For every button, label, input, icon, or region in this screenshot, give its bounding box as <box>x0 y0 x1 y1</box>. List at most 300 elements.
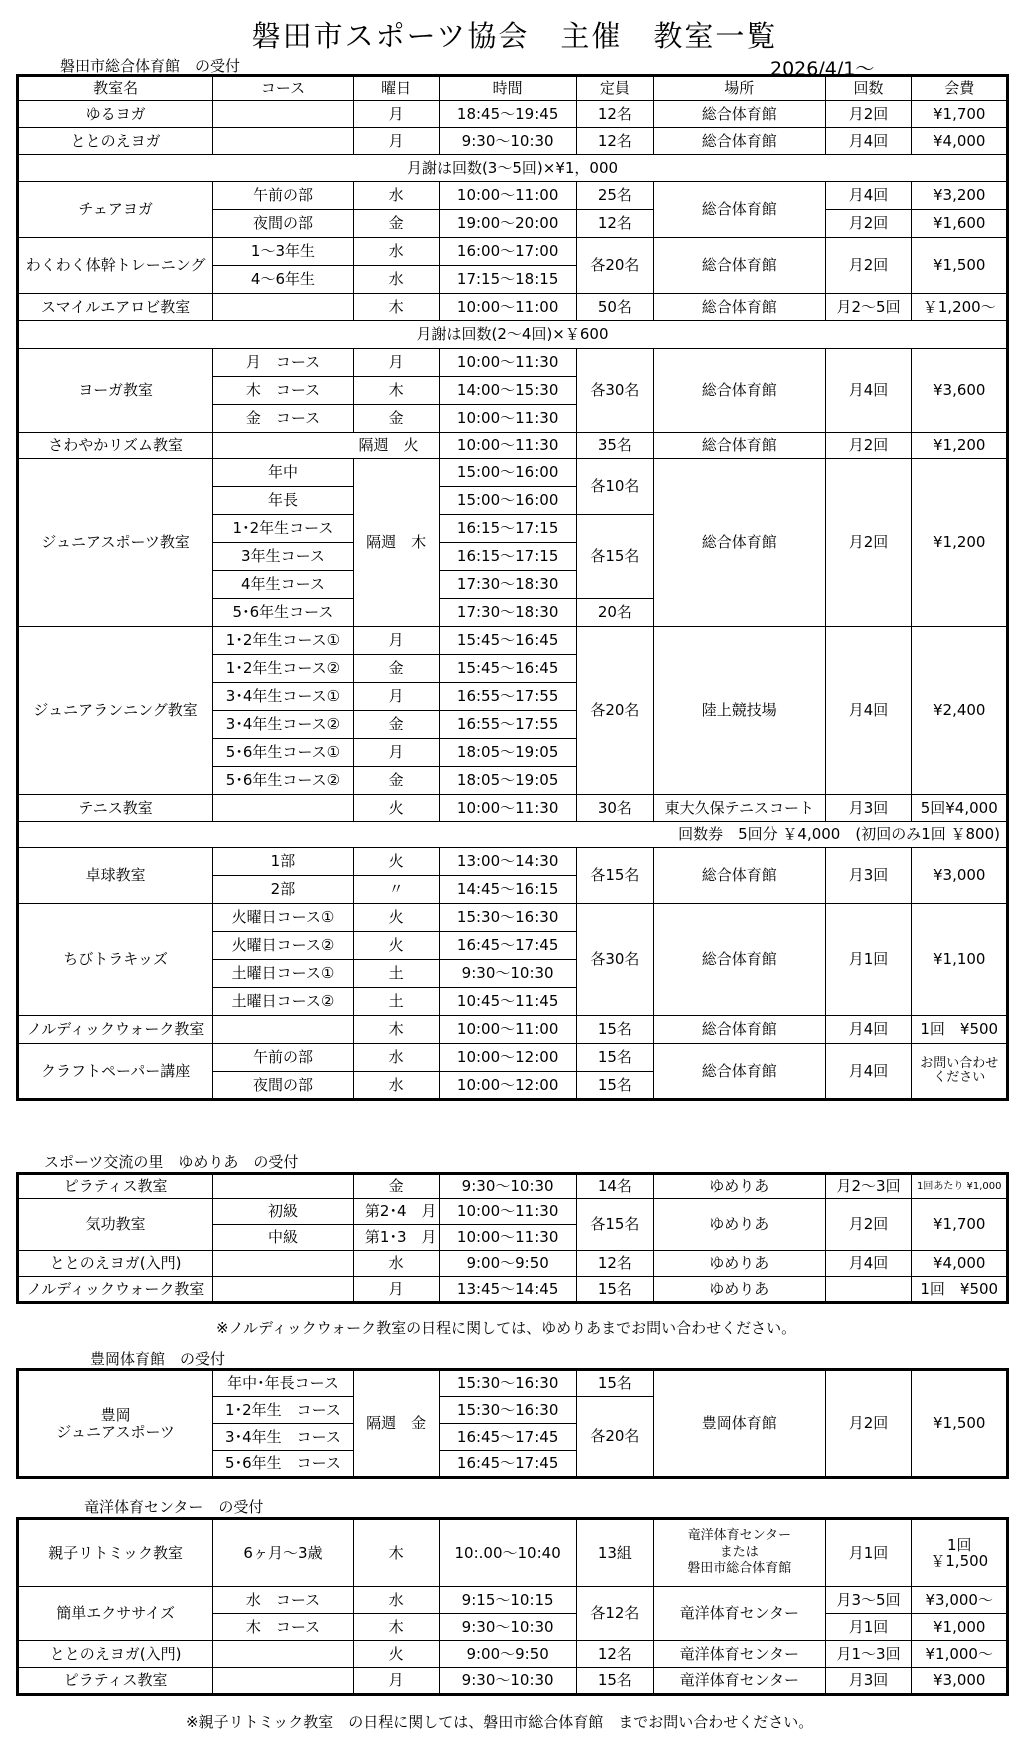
day-cell: 土 <box>353 960 439 988</box>
course-cell <box>213 294 354 321</box>
class-name: ピラティス教室 <box>18 1174 213 1199</box>
class-name: 簡単エクササイズ <box>18 1587 213 1641</box>
place-line2: または <box>719 1544 759 1560</box>
capacity-cell: 15名 <box>576 1277 653 1303</box>
class-name: ととのえヨガ(入門) <box>18 1641 213 1668</box>
time-cell: 10:00～11:30 <box>439 405 576 433</box>
course-cell: 1･2年生コース① <box>213 627 354 655</box>
fee-cell <box>912 1519 1008 1587</box>
note-row <box>18 321 1008 349</box>
time-cell: 10:.00～10:40 <box>439 1519 576 1587</box>
class-name: ゆるヨガ <box>18 101 213 128</box>
count-cell: 月2回 <box>825 1370 912 1478</box>
day-cell: 金 <box>353 655 439 683</box>
course-cell <box>213 128 354 155</box>
note-row <box>18 822 1008 848</box>
venue-label-ryuyo: 竜洋体育センター の受付 <box>84 1498 264 1516</box>
course-cell <box>213 1251 354 1277</box>
capacity-cell: 12名 <box>576 1641 653 1668</box>
class-name-line1: 豊岡 <box>100 1406 131 1424</box>
fee-cell: ¥3,200 <box>912 182 1008 210</box>
time-cell: 18:05～19:05 <box>439 739 576 767</box>
capacity-cell: 15名 <box>576 1044 653 1072</box>
day-cell: 水 <box>353 1044 439 1072</box>
venue-label-yumeria: スポーツ交流の里 ゆめりあ の受付 <box>44 1153 299 1171</box>
fee-cell: ¥1,500 <box>912 238 1008 294</box>
time-cell: 13:45～14:45 <box>439 1277 576 1303</box>
place-cell: 総合体育館 <box>654 848 826 904</box>
day-cell: 月 <box>353 683 439 711</box>
day-cell: 金 <box>353 210 439 238</box>
course-cell <box>213 795 354 822</box>
class-name: クラフトペーパー講座 <box>18 1044 213 1100</box>
course-cell: 年中 <box>213 459 354 487</box>
fee-cell: ¥1,700 <box>912 1199 1008 1251</box>
fee-cell: ¥3,600 <box>912 349 1008 433</box>
fee-line2: ￥1,500 <box>930 1552 989 1570</box>
day-cell: 土 <box>353 988 439 1016</box>
count-cell: 月3回 <box>825 795 912 822</box>
count-cell: 月1回 <box>825 1519 912 1587</box>
course-cell: 3･4年生コース② <box>213 711 354 739</box>
class-name: ノルディックウォーク教室 <box>18 1277 213 1303</box>
capacity-cell: 15名 <box>576 1016 653 1044</box>
day-cell: 木 <box>353 377 439 405</box>
class-name: さわやかリズム教室 <box>18 433 213 459</box>
class-name-line2: ジュニアスポーツ <box>56 1422 175 1441</box>
time-cell: 9:15～10:15 <box>439 1587 576 1614</box>
course-cell: 1･2年生コース <box>213 515 354 543</box>
toyooka-class-table <box>16 1368 1009 1479</box>
day-cell: 木 <box>353 1614 439 1641</box>
header-capacity: 定員 <box>576 76 653 101</box>
capacity-cell: 12名 <box>576 1251 653 1277</box>
yumeria-class-table <box>16 1172 1009 1304</box>
count-cell: 月2回 <box>825 101 912 128</box>
header-place: 場所 <box>654 76 826 101</box>
capacity-cell: 25名 <box>576 182 653 210</box>
course-cell: 3年生コース <box>213 543 354 571</box>
table-row <box>18 1251 1008 1277</box>
class-name: 親子リトミック教室 <box>18 1519 213 1587</box>
time-cell: 15:45～16:45 <box>439 655 576 683</box>
count-cell: 月2回 <box>825 210 912 238</box>
table-row <box>18 349 1008 377</box>
table-row <box>18 182 1008 210</box>
day-cell: 金 <box>353 767 439 795</box>
course-cell <box>213 1277 354 1303</box>
day-cell: 水 <box>353 238 439 266</box>
capacity-cell: 15名 <box>576 1370 653 1397</box>
fee-cell: ¥1,500 <box>912 1370 1008 1478</box>
time-cell: 16:15～17:15 <box>439 515 576 543</box>
course-cell: 1･2年生コース② <box>213 655 354 683</box>
time-cell: 17:30～18:30 <box>439 571 576 599</box>
day-cell: 月 <box>353 128 439 155</box>
course-cell <box>213 1641 354 1668</box>
table-row <box>18 1016 1008 1044</box>
table-row <box>18 238 1008 266</box>
day-cell: 水 <box>353 1251 439 1277</box>
count-cell: 月4回 <box>825 349 912 433</box>
monthly-fee-note: 月謝は回数(2～4回)×￥600 <box>18 321 1008 349</box>
day-cell: 金 <box>353 711 439 739</box>
course-cell: 木 コース <box>213 377 354 405</box>
course-cell: 4～6年生 <box>213 266 354 294</box>
time-cell: 9:30～10:30 <box>439 1668 576 1695</box>
table-row <box>18 1044 1008 1072</box>
course-cell: 中級 <box>213 1225 354 1251</box>
table-row <box>18 904 1008 932</box>
effective-date: 2026/4/1～ <box>770 58 875 80</box>
table-row <box>18 1519 1008 1587</box>
place-cell: 総合体育館 <box>654 238 826 294</box>
day-cell: 隔週 火 <box>213 433 439 459</box>
day-cell: 木 <box>353 1016 439 1044</box>
count-cell: 月3回 <box>825 1668 912 1695</box>
day-cell: 木 <box>353 294 439 321</box>
ryuyo-class-table <box>16 1517 1009 1696</box>
capacity-cell: 各15名 <box>576 1199 653 1251</box>
day-cell: 隔週 金 <box>353 1370 439 1478</box>
count-cell: 月4回 <box>825 627 912 795</box>
count-cell: 月4回 <box>825 1251 912 1277</box>
day-cell: 火 <box>353 795 439 822</box>
course-cell: 年長 <box>213 487 354 515</box>
class-name: テニス教室 <box>18 795 213 822</box>
time-cell: 9:00～9:50 <box>439 1251 576 1277</box>
day-cell: 月 <box>353 1277 439 1303</box>
time-cell: 15:30～16:30 <box>439 1370 576 1397</box>
fee-cell: 1回 ¥500 <box>912 1016 1008 1044</box>
place-cell: 総合体育館 <box>654 904 826 1016</box>
class-name: ノルディックウォーク教室 <box>18 1016 213 1044</box>
capacity-cell: 各30名 <box>576 349 653 433</box>
class-name: わくわく体幹トレーニング <box>18 238 213 294</box>
time-cell: 9:30～10:30 <box>439 960 576 988</box>
time-cell: 15:00～16:00 <box>439 459 576 487</box>
time-cell: 19:00～20:00 <box>439 210 576 238</box>
place-cell: 豊岡体育館 <box>654 1370 826 1478</box>
header-row <box>18 76 1008 101</box>
table-row <box>18 1668 1008 1695</box>
time-cell: 18:45～19:45 <box>439 101 576 128</box>
course-cell: 土曜日コース① <box>213 960 354 988</box>
fee-cell: ¥1,000 <box>912 1614 1008 1641</box>
day-cell: 月 <box>353 1668 439 1695</box>
class-name: 卓球教室 <box>18 848 213 904</box>
capacity-cell: 13組 <box>576 1519 653 1587</box>
count-cell: 月2回 <box>825 1199 912 1251</box>
course-cell: 土曜日コース② <box>213 988 354 1016</box>
table-row <box>18 795 1008 822</box>
table-row <box>18 101 1008 128</box>
capacity-cell: 15名 <box>576 1668 653 1695</box>
fee-cell: ¥4,000 <box>912 128 1008 155</box>
place-cell: 総合体育館 <box>654 459 826 627</box>
place-cell: 竜洋体育センター <box>654 1668 826 1695</box>
fee-cell: 1回あたり ¥1,000 <box>912 1174 1008 1199</box>
time-cell: 16:45～17:45 <box>439 932 576 960</box>
capacity-cell: 各15名 <box>576 848 653 904</box>
count-cell <box>825 1277 912 1303</box>
course-cell: 火曜日コース② <box>213 932 354 960</box>
table-row <box>18 294 1008 321</box>
class-name <box>18 1370 213 1478</box>
place-cell: ゆめりあ <box>654 1251 826 1277</box>
capacity-cell: 12名 <box>576 101 653 128</box>
time-cell: 15:30～16:30 <box>439 904 576 932</box>
course-cell: 1～3年生 <box>213 238 354 266</box>
time-cell: 10:00～12:00 <box>439 1044 576 1072</box>
time-cell: 18:05～19:05 <box>439 767 576 795</box>
count-cell: 月4回 <box>825 1016 912 1044</box>
place-cell: 東大久保テニスコート <box>654 795 826 822</box>
count-cell: 月1～3回 <box>825 1641 912 1668</box>
day-cell: 隔週 木 <box>353 459 439 627</box>
time-cell: 17:15～18:15 <box>439 266 576 294</box>
count-cell: 月3回 <box>825 848 912 904</box>
capacity-cell: 各20名 <box>576 1397 653 1478</box>
place-cell: 総合体育館 <box>654 1044 826 1100</box>
course-cell: 夜間の部 <box>213 1072 354 1100</box>
day-cell: 金 <box>353 1174 439 1199</box>
day-cell: 第2･4 月 <box>353 1199 439 1225</box>
day-cell: 火 <box>353 848 439 876</box>
class-name: ととのえヨガ(入門) <box>18 1251 213 1277</box>
time-cell: 10:00～11:00 <box>439 294 576 321</box>
time-cell: 10:00～11:00 <box>439 1016 576 1044</box>
time-cell: 10:00～11:30 <box>439 433 576 459</box>
course-cell: 午前の部 <box>213 1044 354 1072</box>
count-cell: 月2～3回 <box>825 1174 912 1199</box>
venue-label-sogo: 磐田市総合体育館 の受付 <box>60 57 241 75</box>
day-cell: 〃 <box>353 876 439 904</box>
fee-cell: ¥3,000～ <box>912 1587 1008 1614</box>
capacity-cell: 12名 <box>576 128 653 155</box>
venue-label-toyooka: 豊岡体育館 の受付 <box>90 1350 226 1368</box>
place-cell: 総合体育館 <box>654 294 826 321</box>
time-cell: 10:00～11:30 <box>439 1225 576 1251</box>
day-cell: 水 <box>353 182 439 210</box>
course-cell: 5･6年生コース② <box>213 767 354 795</box>
fee-cell: ¥1,000～ <box>912 1641 1008 1668</box>
fee-cell: ¥2,400 <box>912 627 1008 795</box>
header-class: 教室名 <box>18 76 213 101</box>
nordic-note: ※ノルディックウォーク教室の日程に関しては、ゆめりあまでお問い合わせください。 <box>216 1319 797 1337</box>
count-cell: 月2回 <box>825 433 912 459</box>
fee-cell: お問い合わせください <box>912 1044 1008 1100</box>
capacity-cell: 50名 <box>576 294 653 321</box>
time-cell: 16:45～17:45 <box>439 1424 576 1451</box>
course-cell <box>213 101 354 128</box>
course-cell <box>213 1174 354 1199</box>
day-cell: 第1･3 月 <box>353 1225 439 1251</box>
place-line1: 竜洋体育センター <box>687 1527 792 1543</box>
time-cell: 10:00～11:30 <box>439 349 576 377</box>
count-cell: 月2～5回 <box>825 294 912 321</box>
time-cell: 15:30～16:30 <box>439 1397 576 1424</box>
course-cell: 火曜日コース① <box>213 904 354 932</box>
table-row <box>18 1587 1008 1614</box>
course-cell: 2部 <box>213 876 354 904</box>
place-cell: 総合体育館 <box>654 349 826 433</box>
class-name: スマイルエアロビ教室 <box>18 294 213 321</box>
course-cell: 1部 <box>213 848 354 876</box>
class-name: チェアヨガ <box>18 182 213 238</box>
note-row <box>18 155 1008 182</box>
time-cell: 15:00～16:00 <box>439 487 576 515</box>
class-name: ちびトラキッズ <box>18 904 213 1016</box>
table-row <box>18 459 1008 487</box>
fee-cell: ¥1,600 <box>912 210 1008 238</box>
count-cell: 月1回 <box>825 904 912 1016</box>
place-cell: ゆめりあ <box>654 1277 826 1303</box>
day-cell: 月 <box>353 627 439 655</box>
time-cell: 10:45～11:45 <box>439 988 576 1016</box>
fee-cell: ¥1,700 <box>912 101 1008 128</box>
course-cell: 木 コース <box>213 1614 354 1641</box>
capacity-cell: 35名 <box>576 433 653 459</box>
class-name: ジュニアスポーツ教室 <box>18 459 213 627</box>
time-cell: 16:55～17:55 <box>439 683 576 711</box>
class-name: ジュニアランニング教室 <box>18 627 213 795</box>
fee-cell: ¥4,000 <box>912 1251 1008 1277</box>
count-cell: 月3～5回 <box>825 1587 912 1614</box>
day-cell: 月 <box>353 349 439 377</box>
capacity-cell: 各30名 <box>576 904 653 1016</box>
place-line3: 磐田市総合体育館 <box>687 1561 792 1577</box>
time-cell: 10:00～12:00 <box>439 1072 576 1100</box>
capacity-cell: 各10名 <box>576 459 653 515</box>
course-cell: 5･6年生コース① <box>213 739 354 767</box>
day-cell: 金 <box>353 405 439 433</box>
fee-cell: 1回 ¥500 <box>912 1277 1008 1303</box>
course-cell: 4年生コース <box>213 571 354 599</box>
count-cell: 月1回 <box>825 1614 912 1641</box>
table-row <box>18 848 1008 876</box>
fee-cell: ¥3,000 <box>912 1668 1008 1695</box>
time-cell: 10:00～11:00 <box>439 182 576 210</box>
place-cell: 総合体育館 <box>654 101 826 128</box>
time-cell: 9:00～9:50 <box>439 1641 576 1668</box>
course-cell: 午前の部 <box>213 182 354 210</box>
course-cell: 1･2年生 コース <box>213 1397 354 1424</box>
ticket-note: 回数券 5回分 ￥4,000 (初回のみ1回 ￥800) <box>18 822 1008 848</box>
place-cell: ゆめりあ <box>654 1174 826 1199</box>
day-cell: 水 <box>353 266 439 294</box>
place-cell: 総合体育館 <box>654 182 826 238</box>
count-cell: 月4回 <box>825 1044 912 1100</box>
count-cell: 月4回 <box>825 182 912 210</box>
place-cell: 総合体育館 <box>654 128 826 155</box>
count-cell: 月4回 <box>825 128 912 155</box>
header-day: 曜日 <box>353 76 439 101</box>
monthly-fee-note: 月謝は回数(3～5回)×¥1，000 <box>18 155 1008 182</box>
course-cell <box>213 1016 354 1044</box>
class-name: ととのえヨガ <box>18 128 213 155</box>
time-cell: 10:00～11:30 <box>439 795 576 822</box>
fee-cell: 5回¥4,000 <box>912 795 1008 822</box>
capacity-cell: 各20名 <box>576 238 653 294</box>
capacity-cell: 15名 <box>576 1072 653 1100</box>
place-cell: 竜洋体育センター <box>654 1641 826 1668</box>
day-cell: 木 <box>353 1519 439 1587</box>
time-cell: 16:00～17:00 <box>439 238 576 266</box>
fee-cell: ¥1,200 <box>912 459 1008 627</box>
count-cell: 月2回 <box>825 238 912 294</box>
course-cell: 3･4年生 コース <box>213 1424 354 1451</box>
time-cell: 14:45～16:15 <box>439 876 576 904</box>
fee-line1: 1回 <box>946 1535 972 1554</box>
table-row <box>18 1277 1008 1303</box>
course-cell <box>213 1668 354 1695</box>
table-row <box>18 627 1008 655</box>
day-cell: 水 <box>353 1587 439 1614</box>
fee-cell: ¥1,100 <box>912 904 1008 1016</box>
fee-cell: ¥3,000 <box>912 848 1008 904</box>
place-cell: ゆめりあ <box>654 1199 826 1251</box>
capacity-cell: 30名 <box>576 795 653 822</box>
day-cell: 月 <box>353 101 439 128</box>
place-cell: 総合体育館 <box>654 1016 826 1044</box>
table-row <box>18 128 1008 155</box>
capacity-cell: 各20名 <box>576 627 653 795</box>
header-fee: 会費 <box>912 76 1008 101</box>
course-cell: 年中･年長コース <box>213 1370 354 1397</box>
course-cell: 金 コース <box>213 405 354 433</box>
table-row <box>18 1370 1008 1397</box>
class-name: ピラティス教室 <box>18 1668 213 1695</box>
course-cell: 5･6年生コース <box>213 599 354 627</box>
capacity-cell: 14名 <box>576 1174 653 1199</box>
page-title: 磐田市スポーツ協会 主催 教室一覧 <box>251 19 778 53</box>
course-cell: 5･6年生 コース <box>213 1451 354 1478</box>
fee-cell: ¥1,200 <box>912 433 1008 459</box>
time-cell: 10:00～11:30 <box>439 1199 576 1225</box>
time-cell: 16:15～17:15 <box>439 543 576 571</box>
sogo-class-table <box>16 74 1009 1101</box>
day-cell: 火 <box>353 1641 439 1668</box>
place-cell: 総合体育館 <box>654 433 826 459</box>
course-cell: 夜間の部 <box>213 210 354 238</box>
table-row <box>18 1174 1008 1199</box>
place-cell <box>654 1519 826 1587</box>
time-cell: 16:45～17:45 <box>439 1451 576 1478</box>
place-cell: 陸上競技場 <box>654 627 826 795</box>
header-course: コース <box>213 76 354 101</box>
capacity-cell: 各12名 <box>576 1587 653 1641</box>
capacity-cell: 20名 <box>576 599 653 627</box>
table-row <box>18 433 1008 459</box>
table-row <box>18 1199 1008 1225</box>
course-cell: 初級 <box>213 1199 354 1225</box>
course-cell: 3･4年生コース① <box>213 683 354 711</box>
place-cell: 竜洋体育センター <box>654 1587 826 1641</box>
day-cell: 火 <box>353 904 439 932</box>
fee-cell: ￥1,200～ <box>912 294 1008 321</box>
course-cell: 水 コース <box>213 1587 354 1614</box>
header-time: 時間 <box>439 76 576 101</box>
table-row <box>18 1641 1008 1668</box>
time-cell: 9:30～10:30 <box>439 128 576 155</box>
time-cell: 9:30～10:30 <box>439 1614 576 1641</box>
day-cell: 月 <box>353 739 439 767</box>
course-cell: 6ヶ月～3歳 <box>213 1519 354 1587</box>
class-name: ヨーガ教室 <box>18 349 213 433</box>
day-cell: 水 <box>353 1072 439 1100</box>
time-cell: 16:55～17:55 <box>439 711 576 739</box>
